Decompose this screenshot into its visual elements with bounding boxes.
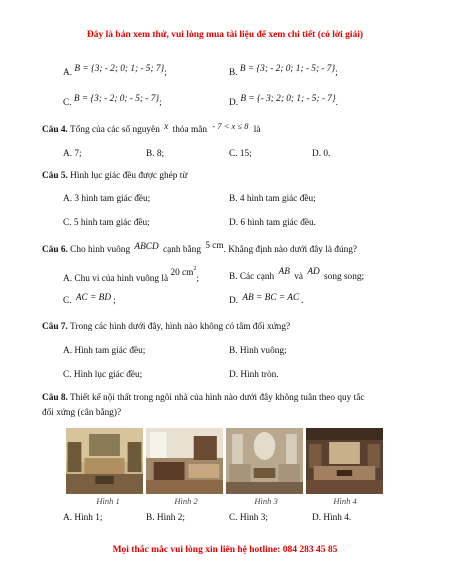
q5-option-c: C. 5 hình tam giác đều; [63,218,150,228]
q7-option-c: C. Hình lục giác đều; [63,370,143,380]
q4-option-a: A. 7; [63,149,82,159]
q4-option-b: B. 8; [146,149,165,159]
q4-option-d: D. 0. [312,149,331,159]
interior-photo-4 [306,428,383,494]
interior-photo-3 [226,428,303,494]
question-4: Câu 4. Tổng của các số nguyên x thỏa mãn - 7 < x ≤ 8 là [42,121,261,135]
q7-option-b: B. Hình vuông; [229,346,287,356]
q5-option-d: D. 6 hình tam giác đều. [229,218,317,228]
q8-option-b: B. Hình 2; [146,513,185,523]
caption-hinh-2: Hình 2 [174,496,198,506]
interior-photo-1 [66,428,143,494]
caption-hinh-4: Hình 4 [333,496,357,506]
q6-option-c: C. AC = BD ; [63,293,116,306]
q8-option-c: C. Hình 3; [229,513,268,523]
option-label: D. [229,98,239,108]
question-7: Câu 7. Trong các hình dưới đây, hình nào không có tâm đối xứng? [42,322,291,332]
q7-option-d: D. Hình tròn. [229,370,279,380]
option-label: C. [63,98,72,108]
caption-hinh-3: Hình 3 [254,496,278,506]
q4-option-c: C. 15; [229,149,252,159]
preview-banner: Đây là bản xem thử, vui lòng mua tài liệu để xem chi tiết (có lời giải) [86,30,364,40]
set-expression: B = {3; - 2; 0; - 5; - 7} [73,94,160,104]
set-expression: B = {3; - 2; 0; 1; - 5; 7} [74,64,165,74]
q5-option-b: B. 4 hình tam giác đều; [229,194,316,204]
caption-hinh-1: Hình 1 [96,496,120,506]
interior-photo-2 [146,428,223,494]
option-c: C. B = {3; - 2; 0; - 5; - 7}; [63,94,162,108]
question-8-line2: đối xứng (cân bằng)? [42,408,122,418]
q5-option-a: A. 3 hình tam giác đều; [63,194,151,204]
option-label: B. [229,68,238,78]
inequality: - 7 < x ≤ 8 [212,121,249,131]
option-b: B. B = {3; - 2; 0; 1; - 5; - 7}; [229,64,338,78]
set-expression: B = {- 3; 2; 0; 1; - 5; - 7} [240,94,336,104]
question-label: Câu 7. [42,322,68,332]
question-label: Câu 5. [42,171,68,181]
q8-option-a: A. Hình 1; [63,513,103,523]
option-label: A. [63,68,73,78]
interior-photos [66,428,383,494]
hotline-banner: Mọi thắc mắc vui lòng xin liên hệ hotline: 084 283 45 85 [112,545,338,555]
q6-option-a: A. Chu vi của hình vuông là 20 $cm^2$; [63,266,200,284]
q6-option-b: B. Các cạnh AB và AD song song; [229,267,365,282]
question-6: Câu 6. Cho hình vuông ABCD cạnh bằng 5 cm. Khẳng định nào dưới đây là đúng? [42,241,358,255]
question-label: Câu 8. [42,393,68,403]
option-d: D. B = {- 3; 2; 0; 1; - 5; - 7}. [229,94,338,108]
set-expression: B = {3; - 2; 0; 1; - 5; - 7} [239,64,336,74]
option-a: A. B = {3; - 2; 0; 1; - 5; 7}; [63,64,167,78]
question-label: Câu 6. [42,245,68,255]
q6-option-d: D. AB = BC = AC . [229,293,304,306]
question-8: Câu 8. Thiết kế nội thất trong ngôi nhà của hình nào dưới đây không tuân theo quy tắc [42,393,365,403]
q8-option-d: D. Hình 4. [312,513,352,523]
question-5: Câu 5. Hình lục giác đều được ghép từ [42,171,188,181]
question-label: Câu 4. [42,125,68,135]
q7-option-a: A. Hình tam giác đều; [63,346,146,356]
